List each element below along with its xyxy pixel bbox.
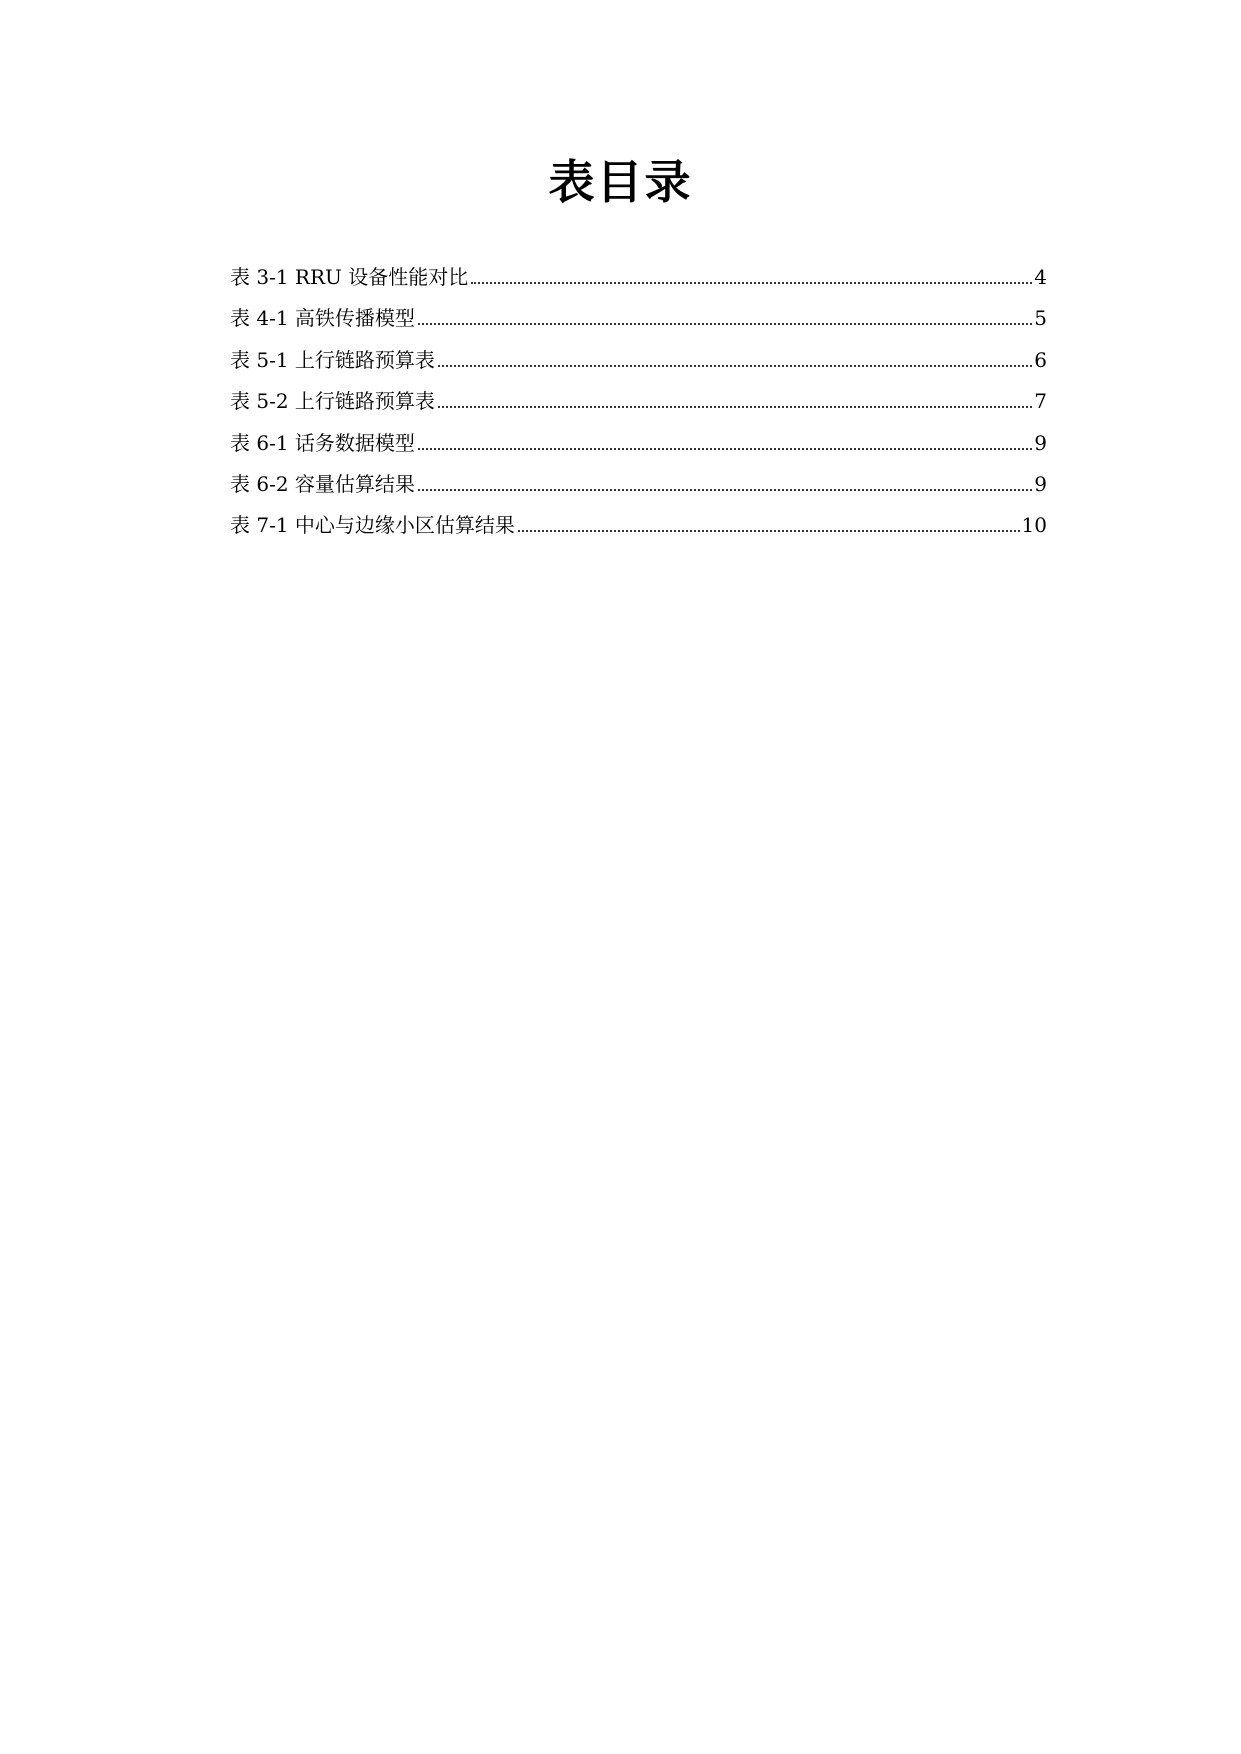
toc-entry[interactable] — [230, 262, 1047, 303]
toc-entry-label: 表 6-1 话务数据模型 — [230, 430, 415, 455]
toc-page-number: 9 — [1034, 430, 1047, 455]
toc-page-number: 4 — [1034, 265, 1047, 289]
toc-entry-label: 表 5-1 上行链路预算表 — [230, 347, 435, 372]
toc-dot-leader — [471, 282, 1032, 284]
toc-entry-label: 表 6-2 容量估算结果 — [230, 471, 415, 496]
toc-entry[interactable] — [230, 469, 1047, 510]
toc-entry-label: 表 7-1 中心与边缘小区估算结果 — [230, 513, 515, 538]
toc-dot-leader — [438, 365, 1032, 367]
toc-entry-label: 表 3-1 RRU 设备性能对比 — [230, 265, 469, 289]
toc-page-number: 6 — [1034, 347, 1047, 372]
toc-entry[interactable] — [230, 428, 1047, 469]
toc-dot-leader — [418, 323, 1032, 325]
toc-entry-label: 表 4-1 高铁传播模型 — [230, 306, 415, 331]
toc-entry[interactable] — [230, 510, 1047, 551]
toc-entry[interactable] — [230, 345, 1047, 386]
toc-dot-leader — [438, 406, 1032, 408]
toc-dot-leader — [518, 530, 1020, 532]
toc-page-number: 10 — [1021, 513, 1047, 538]
toc-dot-leader — [418, 489, 1032, 491]
table-of-tables-list — [230, 262, 1047, 552]
page-title: 表目录 — [548, 155, 693, 209]
toc-entry[interactable] — [230, 303, 1047, 344]
toc-page-number: 5 — [1034, 306, 1047, 331]
toc-page-number: 7 — [1034, 389, 1047, 414]
toc-dot-leader — [418, 448, 1032, 450]
toc-entry[interactable] — [230, 386, 1047, 427]
toc-entry-label: 表 5-2 上行链路预算表 — [230, 389, 435, 414]
toc-page-number: 9 — [1034, 471, 1047, 496]
